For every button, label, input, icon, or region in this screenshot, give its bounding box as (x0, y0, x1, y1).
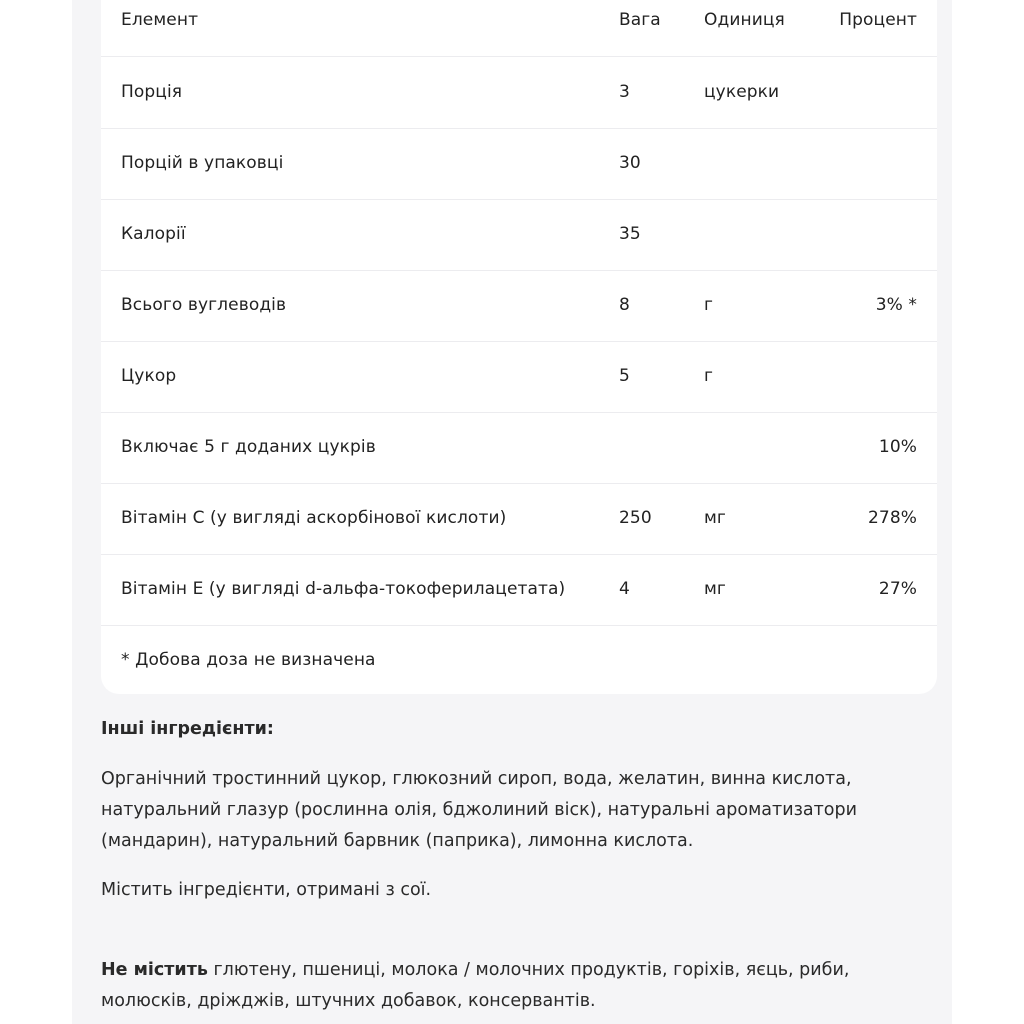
free-from-label: Не містить (101, 960, 208, 980)
row-element: Включає 5 г доданих цукрів (121, 437, 376, 457)
table-header-row (101, 0, 937, 57)
row-unit: мг (704, 579, 726, 599)
row-weight: 4 (619, 579, 630, 599)
row-weight: 250 (619, 508, 652, 528)
row-percent: 10% (878, 437, 917, 457)
table-row (101, 199, 937, 271)
free-from-text: глютену, пшениці, молока / молочних продуктів, горіхів, яєць, риби, молюсків, дріжджів, штучних добавок, консервантів. (101, 960, 850, 1011)
row-percent: 27% (878, 579, 917, 599)
row-weight: 8 (619, 295, 630, 315)
row-weight: 3 (619, 82, 630, 102)
table-row (101, 270, 937, 342)
table-row (101, 483, 937, 555)
row-element: Вітамін С (у вигляді аскорбінової кислоти) (121, 508, 507, 528)
row-element: Вітамін Е (у вигляді d-альфа-токоферилацетата) (121, 579, 566, 599)
table-row (101, 57, 937, 129)
table-row (101, 412, 937, 484)
header-percent: Процент (839, 10, 917, 30)
row-element: Всього вуглеводів (121, 295, 287, 315)
row-element: Порцій в упаковці (121, 153, 284, 173)
ingredients-text: Органічний тростинний цукор, глюкозний сироп, вода, желатин, винна кислота, натуральний глазур (рослинна олія, бджолиний віск), натуральні ароматизатори (мандарин), натуральний барвник (паприка), лимонна кислота. (101, 769, 857, 851)
header-weight: Вага (619, 10, 661, 30)
row-percent: 3% * (875, 295, 917, 315)
row-weight: 5 (619, 366, 630, 386)
row-unit: г (704, 366, 714, 386)
row-element: Калорії (121, 224, 186, 244)
nutrition-table (101, 0, 937, 694)
row-element: Порція (121, 82, 183, 102)
table-row (101, 554, 937, 626)
table-footnote: * Добова доза не визначена (121, 650, 376, 670)
ingredients-heading: Інші інгредієнти: (101, 719, 274, 739)
soy-note: Містить інгредієнти, отримані з сої. (101, 880, 432, 900)
header-unit: Одиниця (704, 10, 785, 30)
row-element: Цукор (121, 366, 177, 386)
row-unit: г (704, 295, 714, 315)
row-weight: 35 (619, 224, 641, 244)
row-percent: 278% (867, 508, 917, 528)
row-unit: мг (704, 508, 726, 528)
table-footnote-row (101, 625, 937, 694)
row-unit: цукерки (704, 82, 780, 102)
table-row (101, 341, 937, 413)
header-element: Елемент (121, 10, 199, 30)
free-from-statement (101, 955, 941, 1017)
table-row (101, 128, 937, 200)
row-weight: 30 (619, 153, 641, 173)
